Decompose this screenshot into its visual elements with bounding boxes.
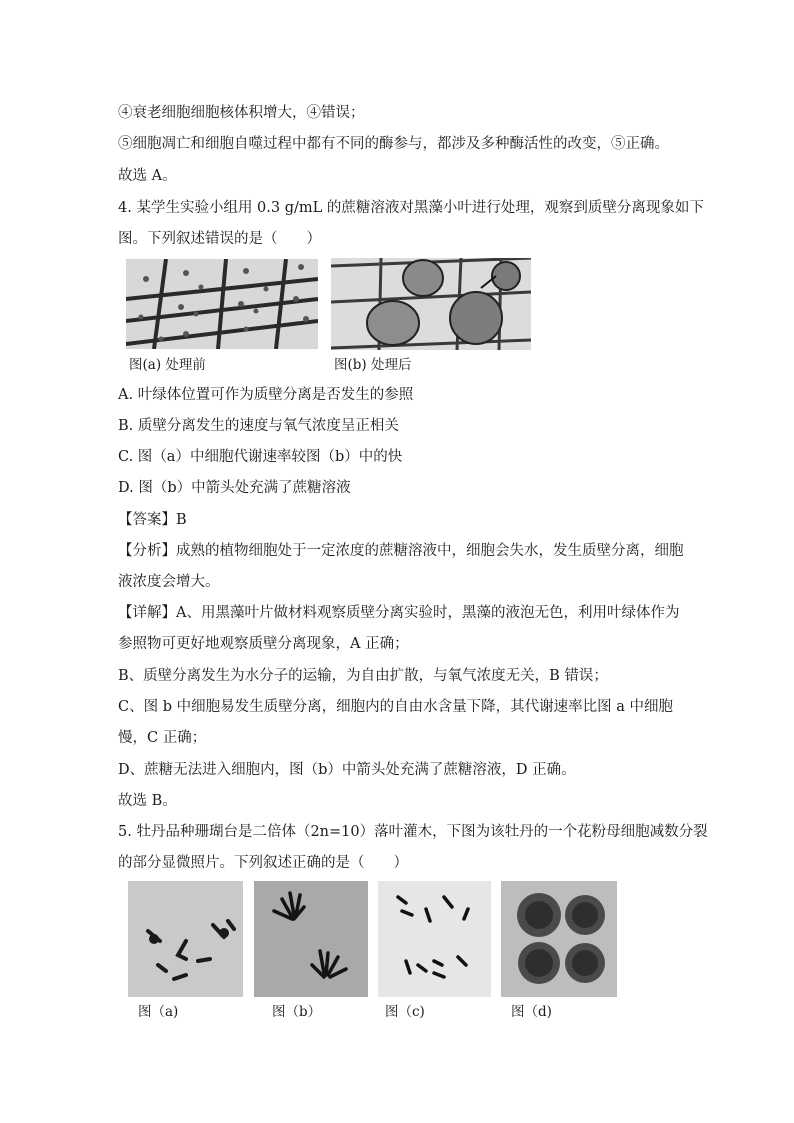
analysis: 【分析】成熟的植物细胞处于一定浓度的蔗糖溶液中，细胞会失水，发生质壁分离，细胞	[118, 543, 684, 559]
explanation: C、图 b 中细胞易发生质壁分离，细胞内的自由水含量下降，其代谢速率比图 a 中细胞	[118, 699, 673, 715]
option-b: B. 质壁分离发生的速度与氧气浓度呈正相关	[118, 418, 399, 434]
figure-5b-caption: 图（b）	[272, 1004, 322, 1020]
question-4-stem: 4. 某学生实验小组用 0.3 g/mL 的蔗糖溶液对黑藻小叶进行处理，观察到质壁分离现象如下	[118, 200, 704, 216]
option-a: A. 叶绿体位置可作为质壁分离是否发生的参照	[118, 387, 414, 403]
explanation: D、蔗糖无法进入细胞内，图（b）中箭头处充满了蔗糖溶液，D 正确。	[118, 762, 576, 778]
option-c: C. 图（a）中细胞代谢速率较图（b）中的快	[118, 449, 403, 465]
figure-5c-image	[378, 881, 491, 997]
text-line: 故选 B。	[118, 793, 177, 809]
text-line: ④衰老细胞细胞核体积增大，④错误；	[118, 105, 365, 121]
figure-5b-image	[254, 881, 368, 997]
question-4-stem: 图。下列叙述错误的是（ ）	[118, 231, 321, 247]
text-line: 故选 A。	[118, 168, 177, 184]
analysis: 液浓度会增大。	[118, 574, 220, 590]
explanation: 参照物可更好地观察质壁分离现象，A 正确；	[118, 636, 409, 652]
text-line: ⑤细胞凋亡和细胞自噬过程中都有不同的酶参与，都涉及多种酶活性的改变，⑤正确。	[118, 136, 669, 152]
figure-5a-caption: 图（a)	[138, 1004, 179, 1020]
explanation: 【详解】A、用黑藻叶片做材料观察质壁分离实验时，黑藻的液泡无色，利用叶绿体作为	[118, 605, 680, 621]
figure-4b-caption: 图(b) 处理后	[334, 357, 412, 373]
option-d: D. 图（b）中箭头处充满了蔗糖溶液	[118, 480, 351, 496]
explanation: B、质壁分离发生为水分子的运输，为自由扩散，与氧气浓度无关，B 错误；	[118, 668, 608, 684]
figure-5d-image	[501, 881, 617, 997]
question-5-stem: 5. 牡丹品种珊瑚台是二倍体（2n=10）落叶灌木，下图为该牡丹的一个花粉母细胞减数分裂	[118, 824, 708, 840]
figure-4a-caption: 图(a) 处理前	[129, 357, 206, 373]
figure-4a-image	[126, 259, 318, 349]
figure-5a-image	[128, 881, 243, 997]
figure-5c-caption: 图（c)	[385, 1004, 425, 1020]
question-5-stem: 的部分显微照片。下列叙述正确的是（ ）	[118, 855, 408, 871]
answer: 【答案】B	[118, 512, 187, 528]
figure-5d-caption: 图（d)	[511, 1004, 552, 1020]
explanation: 慢，C 正确；	[118, 730, 207, 746]
figure-4b-image	[331, 258, 531, 350]
